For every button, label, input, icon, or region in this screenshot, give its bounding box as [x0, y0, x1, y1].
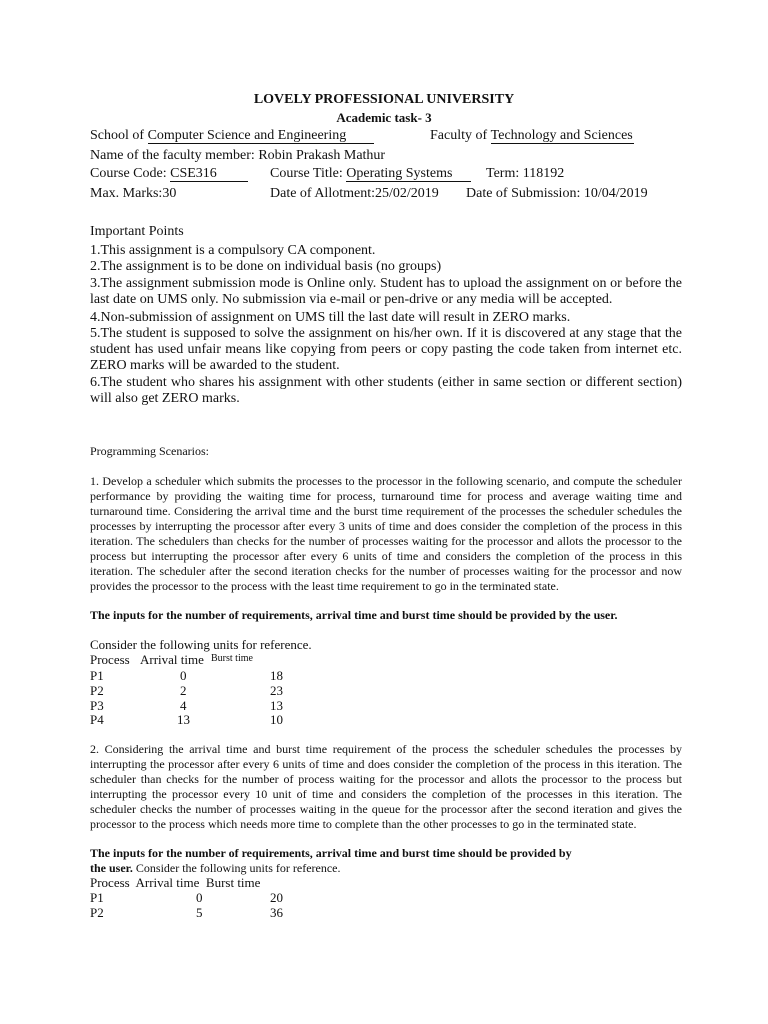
table-row-b: 20 — [270, 890, 283, 905]
course-code-line — [90, 166, 248, 182]
table-row-b: 36 — [270, 905, 283, 920]
table-row-p: P1 — [90, 890, 104, 905]
table-row-p: P2 — [90, 683, 104, 698]
course-title-line — [270, 166, 471, 182]
important-point-5: 5.The student is supposed to solve the assignment on his/her own. If it is discovered at any stage that the student has used unfair means like copying from peers or copy pasting the code taken from internet etc. ZERO marks will be awarded to the student. — [90, 326, 682, 373]
faculty-member: Name of the faculty member: Robin Prakash Mathur — [90, 148, 386, 163]
faculty-label: Faculty of — [430, 128, 491, 143]
max-marks: Max. Marks:30 — [90, 186, 177, 201]
course-title-label: Course Title: — [270, 166, 347, 181]
scenario-1-reference: Consider the following units for reference. — [90, 637, 312, 652]
scenario-2-bold-line2 — [90, 861, 341, 876]
important-heading: Important Points — [90, 224, 184, 239]
school-label: School of — [90, 128, 148, 143]
course-code-value: CSE316 — [170, 166, 248, 182]
table-row-a: 2 — [180, 683, 187, 698]
important-point-3: 3.The assignment submission mode is Online only. Student has to upload the assignment on or before the last date on UMS only. No submission via e-mail or pen-drive or any media will be accepted. — [90, 276, 682, 307]
important-point-6: 6.The student who shares his assignment with other students (either in same section or different section) will also get ZERO marks. — [90, 375, 682, 406]
scenario-2-col-header: Process Arrival time Burst time — [90, 875, 261, 890]
table-row-p: P3 — [90, 698, 104, 713]
table-row-b: 18 — [270, 668, 283, 683]
term: Term: 118192 — [486, 166, 565, 181]
scenario-2-reference: Consider the following units for reference. — [132, 861, 341, 875]
date-submission: Date of Submission: 10/04/2019 — [466, 186, 648, 201]
school-line — [90, 128, 374, 144]
table-row-a: 0 — [180, 668, 187, 683]
scenario-1-bold: The inputs for the number of requirements, arrival time and burst time should be provided by the user. — [90, 608, 618, 622]
important-point-2: 2.The assignment is to be done on individual basis (no groups) — [90, 259, 442, 274]
table-row-b: 13 — [270, 698, 283, 713]
col-arrival: Arrival time — [140, 652, 204, 667]
table-row-a: 4 — [180, 698, 187, 713]
scenario-1-text: 1. Develop a scheduler which submits the processes to the processor in the following scenario, and compute the scheduler performance by providing the waiting time for process, turnaround time for process and average waiting time and turnaround time. Considering the arrival time and the burst time requirement of the processes the scheduler schedules the processes by interrupting the processor after every 3 units of time and does consider the completion of the process in this iteration. The schedulers than checks for the number of processes waiting for the processor and allots the processor to the process but interrupting the processor after every 6 units of time and considers the completion of the process in this iteration. The scheduler after the second iteration checks for the number of processes waiting for the processor and now provides the processor to the process with the least time requirement to go in the terminated state. — [90, 474, 682, 593]
course-code-label: Course Code: — [90, 166, 171, 181]
table-row-p: P4 — [90, 712, 104, 727]
table-row-b: 10 — [270, 712, 283, 727]
school-value: Computer Science and Engineering — [148, 128, 374, 144]
task-title: Academic task- 3 — [336, 110, 432, 125]
table-row-a: 5 — [196, 905, 203, 920]
scenarios-heading: Programming Scenarios: — [90, 444, 209, 458]
date-allotment: Date of Allotment:25/02/2019 — [270, 186, 439, 201]
faculty-value: Technology and Sciences — [490, 128, 633, 143]
important-point-4: 4.Non-submission of assignment on UMS till the last date will result in ZERO marks. — [90, 310, 571, 325]
scenario-2-bold-user: the user. — [90, 861, 133, 875]
table-row-a: 0 — [196, 890, 203, 905]
scenario-2-text: 2. Considering the arrival time and burst time requirement of the process the scheduler schedules the processes by interrupting the processor after every 6 units of time and does consider the completion of the process in this iteration. The scheduler than checks for the number of process waiting for the processor and allots the processor to the process but interrupting the processor every 10 unit of time and considers the completion of the processes in this iteration. The scheduler checks the number of processes waiting in the queue for the processor after the second iteration and gives the processor to the process which needs more time to complete than the other processes to go in the terminated state. — [90, 742, 682, 831]
table-row-p: P2 — [90, 905, 104, 920]
table-row-b: 23 — [270, 683, 283, 698]
col-burst: Burst time — [211, 653, 253, 664]
col-process: Process — [90, 652, 130, 667]
faculty-line — [430, 128, 634, 144]
table-row-p: P1 — [90, 668, 104, 683]
table-row-a: 13 — [177, 712, 190, 727]
course-title-value: Operating Systems — [346, 166, 471, 182]
important-point-1: 1.This assignment is a compulsory CA component. — [90, 243, 376, 258]
university-title: LOVELY PROFESSIONAL UNIVERSITY — [253, 92, 515, 107]
scenario-2-bold-line1: The inputs for the number of requirements, arrival time and burst time should be provided by — [90, 846, 572, 860]
